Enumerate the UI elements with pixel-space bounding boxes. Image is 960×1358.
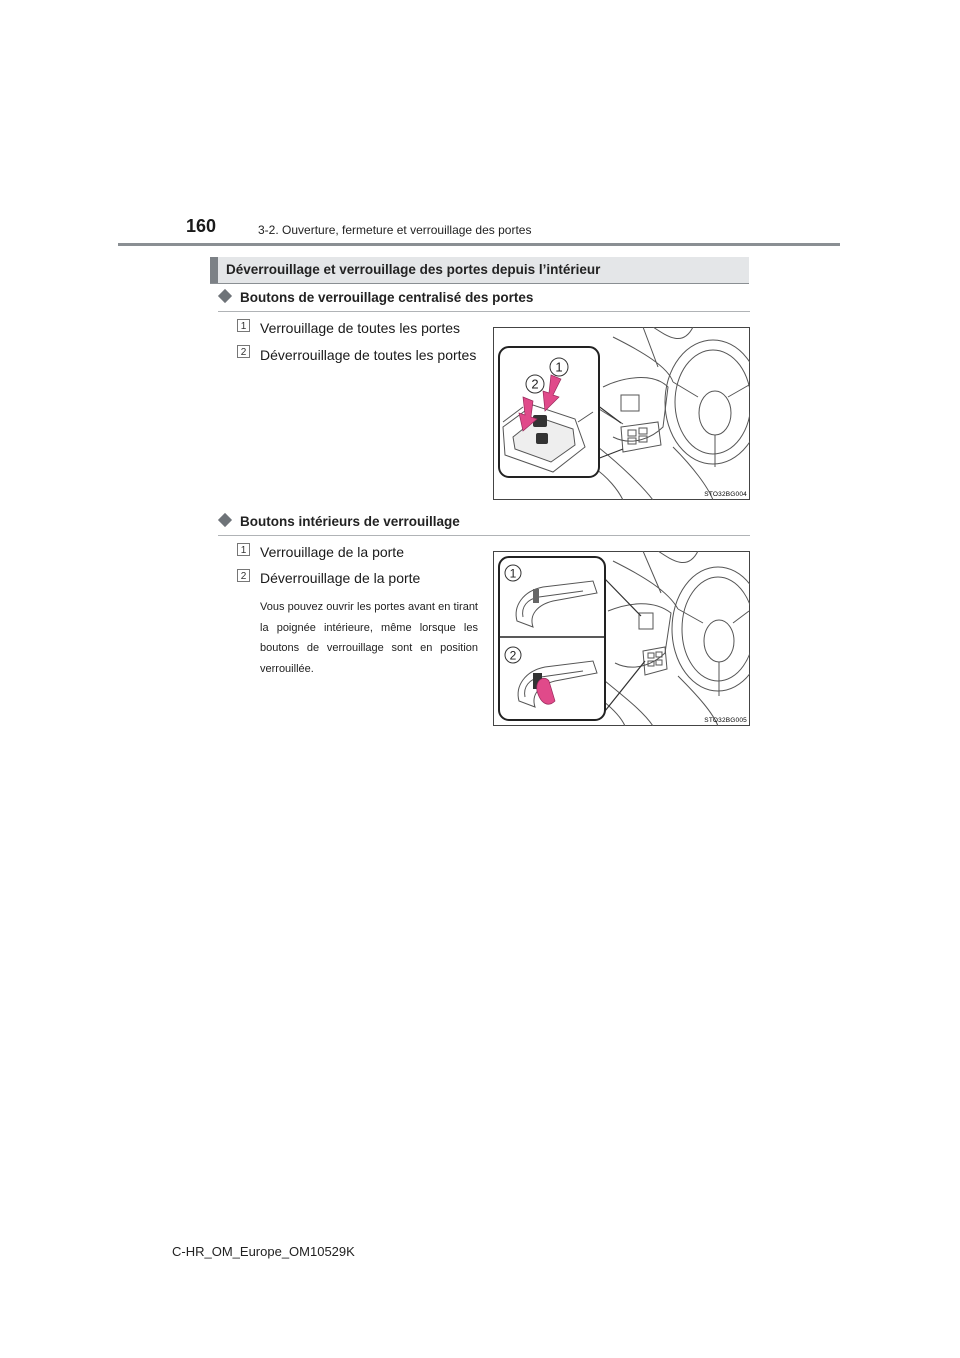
callout-1-icon: [550, 358, 568, 376]
section-bar-accent: [210, 257, 218, 284]
note-paragraph: Vous pouvez ouvrir les portes avant en tirant la poignée intérieure, même lorsque les boutons de verrouillage sont en position verrouillée.: [260, 601, 478, 675]
figure-interior-lock-button: [493, 551, 750, 726]
step-number-1-icon: [237, 319, 250, 332]
subsection-divider: [218, 311, 750, 312]
list-item-text: Verrouillage de toutes les portes: [260, 320, 461, 336]
figure-code: STO32BG005: [704, 717, 747, 724]
svg-text:2: 2: [240, 347, 247, 358]
callout-2-icon: [505, 647, 521, 663]
svg-text:1: 1: [555, 359, 563, 375]
step-number-2-icon: [237, 569, 250, 582]
callout-2-icon: [526, 375, 544, 393]
svg-text:2: 2: [531, 376, 539, 392]
svg-text:1: 1: [509, 566, 517, 581]
subsection-divider: [218, 535, 750, 536]
diamond-bullet-icon: [218, 513, 232, 527]
header-divider: [118, 243, 840, 246]
section-bar-underline: [210, 283, 749, 284]
svg-text:1: 1: [240, 545, 247, 556]
figure-code: STO32BG004: [704, 491, 747, 498]
document-code: C-HR_OM_Europe_OM10529K: [172, 1244, 355, 1259]
page-number: 160: [186, 216, 217, 236]
subsection-heading: Boutons de verrouillage centralisé des portes: [218, 290, 533, 305]
step-number-2-icon: [237, 345, 250, 358]
subsection-heading: Boutons intérieurs de verrouillage: [218, 514, 460, 529]
chapter-section-title: 3-2. Ouverture, fermeture et verrouillage des portes: [258, 223, 532, 237]
list-item-text: Déverrouillage de la porte: [260, 570, 421, 586]
svg-text:2: 2: [509, 648, 517, 663]
figure-central-lock-switch: [493, 327, 750, 500]
list-item-text: Déverrouillage de toutes les portes: [260, 347, 477, 363]
step-number-1-icon: [237, 543, 250, 556]
callout-1-icon: [505, 565, 521, 581]
list-item-text: Verrouillage de la porte: [260, 544, 404, 560]
svg-text:2: 2: [240, 571, 247, 582]
svg-text:1: 1: [240, 321, 247, 332]
section-title: Déverrouillage et verrouillage des portes depuis l’intérieur: [226, 262, 601, 277]
diamond-bullet-icon: [218, 289, 232, 303]
